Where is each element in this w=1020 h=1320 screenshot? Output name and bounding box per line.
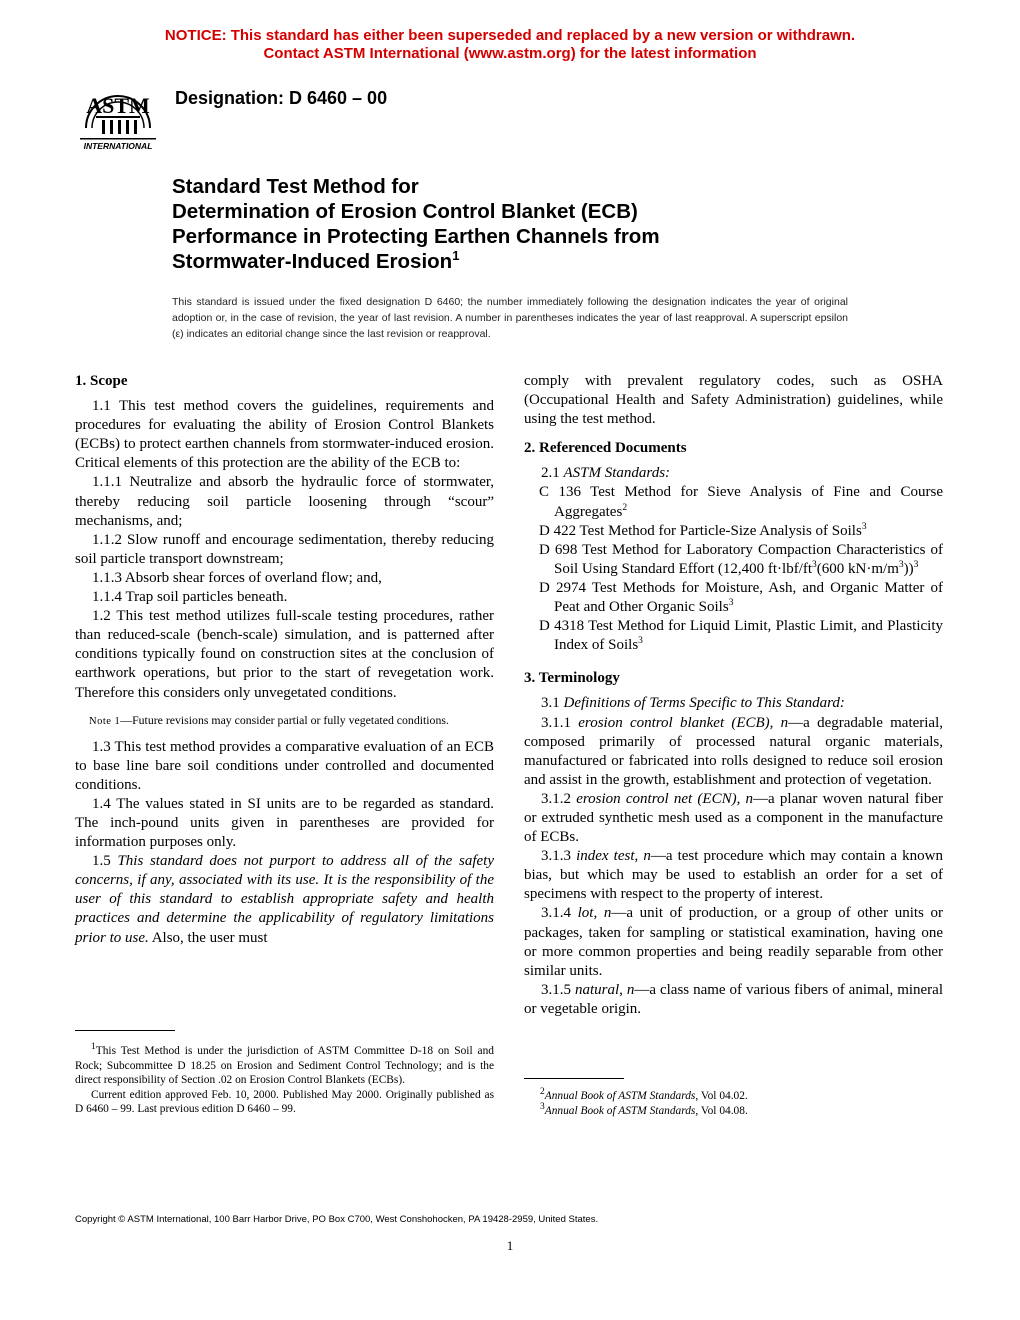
ref-c136-text: C 136 Test Method for Sieve Analysis of Fine and Course Aggregates xyxy=(539,484,943,520)
term-lot-num: 3.1.4 xyxy=(541,905,578,922)
footnote-3-mark: 3 xyxy=(540,1101,545,1112)
referenced-2-1-num: 2.1 xyxy=(541,465,564,482)
referenced-2-1-label: ASTM Standards: xyxy=(563,465,671,482)
scope-1-1-3: 1.1.3 Absorb shear forces of overland flow; and, xyxy=(92,569,382,586)
terminology-3-1-num: 3.1 xyxy=(541,695,564,712)
ref-d698-text-b: (600 kN·m/m xyxy=(816,560,899,577)
title-line-4-text: Stormwater-Induced Erosion xyxy=(172,250,453,273)
term-ecb xyxy=(524,714,943,790)
designation: Designation: D 6460 – 00 xyxy=(175,88,388,108)
scope-continued: comply with prevalent regulatory codes, such as OSHA (Occupational Health and Safety Administration) guidelines, while using the test method. xyxy=(524,373,943,428)
term-ecn-num: 3.1.2 xyxy=(541,790,577,807)
scope-1-5-italic: This standard does not purport to address all of the safety concerns, if any, associated with its use. It is the responsibility of the user of this standard to establish appropriate safety and health practices and determine the applicability of regulatory limitations prior to use. xyxy=(75,853,495,946)
ref-d698-sup-3: 3 xyxy=(913,559,919,570)
ref-d698-sup-1: 3 xyxy=(812,559,817,570)
term-index-test-num: 3.1.3 xyxy=(541,848,577,865)
ref-d698-text-c: )) xyxy=(903,560,914,577)
footnote-2-rest: , Vol 04.02. xyxy=(695,1090,748,1102)
left-column xyxy=(75,372,494,948)
footnote-3-italic: Annual Book of ASTM Standards xyxy=(544,1104,696,1117)
logo-text: ASTM xyxy=(86,93,150,118)
term-lot xyxy=(524,904,943,980)
footnote-1 xyxy=(75,1044,494,1088)
scope-1-1-4: 1.1.4 Trap soil particles beneath. xyxy=(92,589,288,606)
term-lot-def: —a unit of production, or a group of other units or packages, taken for sampling or statistical examination, having one or more common properties and being readily separable from other similar units. xyxy=(524,905,944,979)
term-index-test xyxy=(524,847,943,904)
term-natural-num: 3.1.5 xyxy=(541,981,575,998)
document-title xyxy=(172,174,812,274)
ref-d422-sup: 3 xyxy=(861,521,867,532)
scope-1-5-num: 1.5 xyxy=(92,853,118,870)
ref-d698 xyxy=(524,541,943,579)
title-line-2: Determination of Erosion Control Blanket (ECB) xyxy=(172,200,638,223)
scope-1-2: 1.2 This test method utilizes full-scale testing procedures, rather than reduced-scale (bench-scale) simulation, and is patterned after conditions typically found on construction sites at the conclusion of earthwork operations, but prior to the start of revegetation work. Therefore this considers only unvegetated conditions. xyxy=(75,608,494,701)
ref-d422-text: D 422 Test Method for Particle-Size Analysis of Soils xyxy=(539,522,862,539)
scope-1-3: 1.3 This test method provides a comparative evaluation of an ECB to base line bare soil conditions under controlled and documented conditions. xyxy=(75,738,494,793)
footnote-1-text: This Test Method is under the jurisdiction of ASTM Committee D-18 on Soil and Rock; Subcommittee D 18.25 on Erosion and Sediment Control Technology; and is the direct responsibility of Section .02 on Erosion Control Blankets (ECBs). xyxy=(75,1045,494,1087)
scope-1-5 xyxy=(75,852,494,947)
right-column xyxy=(524,372,943,1019)
footnote-2-mark: 2 xyxy=(540,1087,545,1098)
logo-subtext: INTERNATIONAL xyxy=(83,141,153,151)
term-natural-term: natural, n xyxy=(574,981,635,998)
ref-d4318 xyxy=(524,617,943,655)
ref-d698-text-a: D 698 Test Method for Laboratory Compaction Characteristics of Soil Using Standard Effort (12,400 ft·lbf/ft xyxy=(539,541,943,577)
referenced-heading: 2. Referenced Documents xyxy=(524,440,687,457)
title-line-4 xyxy=(172,249,812,274)
ref-c136 xyxy=(524,483,943,521)
title-line-1: Standard Test Method for xyxy=(172,175,419,198)
term-ecn xyxy=(524,790,943,847)
footnotes-right xyxy=(524,1089,943,1118)
astm-logo-icon xyxy=(76,76,160,154)
title-footnote-mark: 1 xyxy=(452,248,460,264)
term-natural-def: —a class name of various fibers of animal, mineral or vegetable origin. xyxy=(524,981,944,1017)
ref-d4318-sup: 3 xyxy=(638,636,643,647)
term-natural xyxy=(524,981,943,1019)
scope-1-5-rest: Also, the user must xyxy=(148,929,268,946)
term-ecb-num: 3.1.1 xyxy=(541,714,579,731)
footnote-3-rest: , Vol 04.08. xyxy=(695,1104,748,1117)
copyright: Copyright © ASTM International, 100 Barr Harbor Drive, PO Box C700, West Conshohocken, PA 19428-2959, United States. xyxy=(75,1214,599,1225)
note-text: —Future revisions may consider partial or fully vegetated conditions. xyxy=(120,712,449,727)
notice-line-2: Contact ASTM International (www.astm.org) for the latest information xyxy=(263,45,757,62)
term-ecn-term: erosion control net (ECN), n xyxy=(576,790,754,807)
scope-1-1-2: 1.1.2 Slow runoff and encourage sedimentation, thereby reducing soil particle transport downstream; xyxy=(75,531,494,567)
scope-note-1 xyxy=(75,712,494,730)
footnote-1-mark: 1 xyxy=(91,1042,96,1053)
footnote-2-italic: Annual Book of ASTM Standards xyxy=(544,1090,696,1102)
ref-d2974-sup: 3 xyxy=(728,598,734,609)
term-ecb-term: erosion control blanket (ECB), n xyxy=(578,714,789,731)
ref-c136-sup: 2 xyxy=(622,502,628,513)
ref-d2974 xyxy=(524,579,943,617)
term-ecn-def: —a planar woven natural fiber or extruded synthetic mesh used as a component in the manufacture of ECBs. xyxy=(524,790,943,846)
term-index-test-def: —a test procedure which may contain a known bias, but which may be used to establish an order for a set of specimens with respect to the property of interest. xyxy=(524,848,943,903)
footnote-3 xyxy=(524,1101,943,1119)
terminology-3-1 xyxy=(524,694,943,713)
scope-1-4: 1.4 The values stated in SI units are to be regarded as standard. The inch-pound units given in parentheses are provided for information purposes only. xyxy=(75,795,494,851)
note-label: Note 1 xyxy=(89,715,121,727)
notice-banner xyxy=(0,27,1020,63)
footnote-rule-right xyxy=(524,1078,624,1079)
terminology-heading: 3. Terminology xyxy=(524,670,620,687)
terminology-3-1-label: Definitions of Terms Specific to This Standard: xyxy=(563,695,845,712)
page-number: 1 xyxy=(506,1238,514,1253)
ref-d698-sup-2: 3 xyxy=(898,559,904,570)
footnote-rule-left xyxy=(75,1030,175,1031)
footnote-2 xyxy=(524,1089,943,1104)
term-lot-term: lot, n xyxy=(577,905,612,922)
issued-note: This standard is issued under the fixed designation D 6460; the number immediately following the designation indicates the year of original adoption or, in the case of revision, the year of last revision. A number in parentheses indicates the year of last reapproval. A superscript epsilon (ε) indicates an editorial change since the last revision or reapproval. xyxy=(172,296,848,340)
scope-heading: 1. Scope xyxy=(75,373,128,389)
term-index-test-term: index test, n xyxy=(576,848,651,865)
title-line-3: Performance in Protecting Earthen Channels from xyxy=(172,225,660,248)
ref-d2974-text: D 2974 Test Methods for Moisture, Ash, and Organic Matter of Peat and Other Organic Soils xyxy=(539,579,943,616)
referenced-2-1 xyxy=(524,464,943,483)
ref-d422 xyxy=(524,522,943,541)
footnotes-left xyxy=(75,1044,494,1117)
footnote-1-edition: Current edition approved Feb. 10, 2000. Published May 2000. Originally published as D 6460 – 99. Last previous edition D 6460 – 99. xyxy=(75,1088,494,1116)
ref-d4318-text: D 4318 Test Method for Liquid Limit, Plastic Limit, and Plasticity Index of Soils xyxy=(539,618,943,654)
term-ecb-def: —a degradable material, composed primarily of processed natural organic materials, manufactured or fabricated into rolls designed to reduce soil erosion and assist in the growth, establishment and protection of vegetation. xyxy=(524,714,944,788)
scope-1-1-1: 1.1.1 Neutralize and absorb the hydraulic force of stormwater, thereby reducing soil particle loosening through “scour” mechanisms, and; xyxy=(75,474,494,529)
scope-1-1: 1.1 This test method covers the guidelines, requirements and procedures for evaluating the ability of Erosion Control Blankets (ECBs) to protect earthen channels from stormwater-induced erosion. Critical elements of this protection are the ability of the ECB to: xyxy=(75,398,494,472)
astm-logo xyxy=(76,76,160,154)
notice-line-1: NOTICE: This standard has either been superseded and replaced by a new version or withdrawn. xyxy=(164,27,856,44)
